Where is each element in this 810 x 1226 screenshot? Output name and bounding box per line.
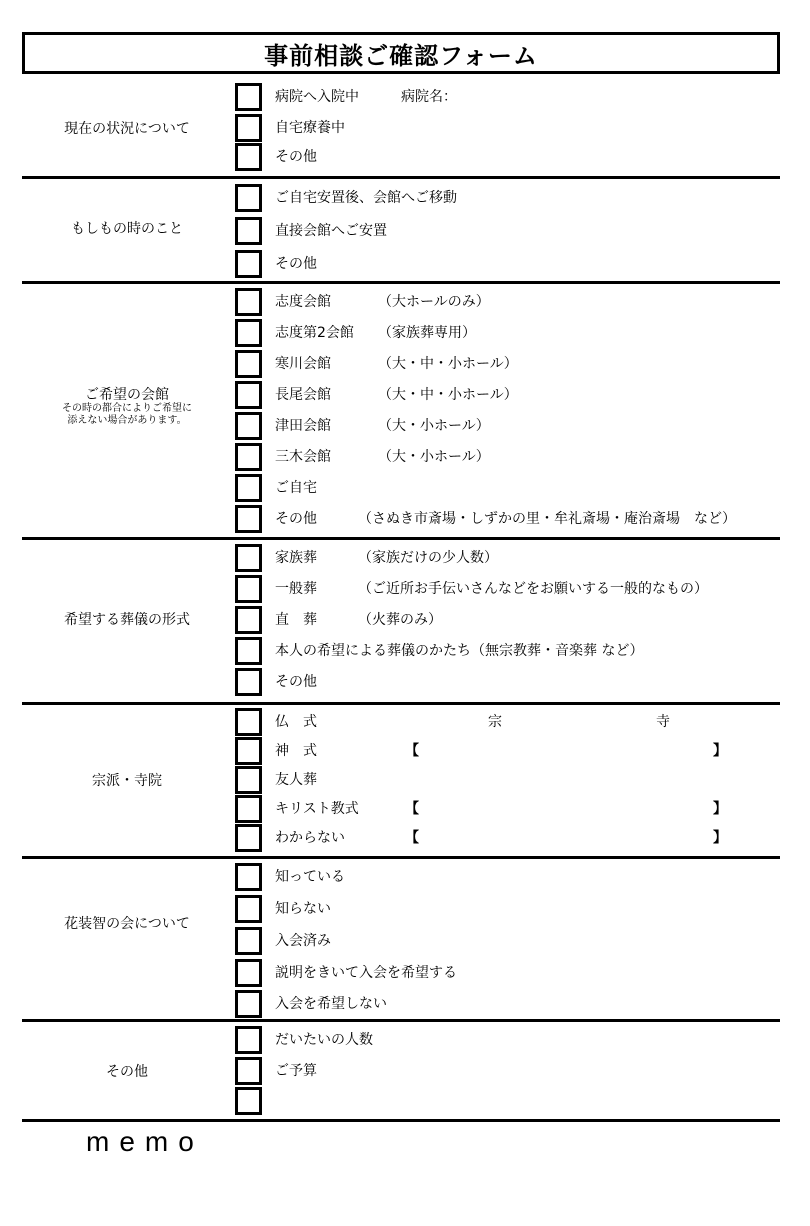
section-label: 希望する葬儀の形式	[64, 612, 190, 628]
checkbox-general-funeral[interactable]	[235, 575, 262, 603]
checkbox-other[interactable]	[235, 250, 262, 278]
option-label: 志度第2会館	[275, 325, 354, 341]
divider	[22, 281, 780, 284]
option-row	[235, 766, 780, 794]
checkbox-miki-hall[interactable]	[235, 443, 262, 471]
option-row	[235, 708, 780, 736]
option-label: 説明をきいて入会を希望する	[275, 965, 457, 981]
option-row	[235, 217, 780, 245]
option-label: 一般葬	[275, 581, 317, 597]
divider	[22, 176, 780, 179]
checkbox-no-join[interactable]	[235, 990, 262, 1018]
checkbox-budget[interactable]	[235, 1057, 262, 1085]
checkbox-hospitalized[interactable]	[235, 83, 262, 111]
option-note: （大・中・小ホール）	[378, 356, 518, 372]
option-row	[235, 350, 780, 378]
checkbox-other[interactable]	[235, 668, 262, 696]
option-label: 直接会館へご安置	[275, 223, 387, 239]
section-funeral-type	[22, 541, 780, 701]
option-label: だいたいの人数	[275, 1032, 373, 1048]
option-label: その他	[275, 674, 317, 690]
option-row	[235, 1057, 780, 1085]
option-label: 直 葬	[275, 612, 317, 628]
option-label: 仏 式	[275, 714, 317, 730]
option-row	[235, 83, 780, 111]
option-row	[235, 668, 780, 696]
option-row	[235, 575, 780, 603]
section-label: 現在の状況について	[64, 121, 190, 137]
option-label: その他	[275, 511, 317, 527]
option-row	[235, 1026, 780, 1054]
checkbox-tsuda-hall[interactable]	[235, 412, 262, 440]
option-row	[235, 319, 780, 347]
option-label: 本人の希望による葬儀のかたち（無宗教葬・音楽葬 など）	[275, 643, 644, 659]
section-label-main: ご希望の会館	[85, 387, 169, 403]
divider	[22, 856, 780, 859]
checkbox-unknown[interactable]	[235, 824, 262, 852]
bracket-close: 】	[713, 801, 727, 817]
option-label: 家族葬	[275, 550, 317, 566]
divider	[22, 1119, 780, 1122]
bracket-close: 】	[713, 743, 727, 759]
option-note: （ご近所お手伝いさんなどをお願いする一般的なもの）	[358, 581, 708, 597]
option-label: 自宅療養中	[275, 120, 345, 136]
checkbox-other[interactable]	[235, 143, 262, 171]
section-hall-preference	[22, 285, 780, 537]
bracket-open: 【	[405, 743, 419, 759]
option-label: 入会を希望しない	[275, 996, 387, 1012]
checkbox-already-member[interactable]	[235, 927, 262, 955]
checkbox-nagao-hall[interactable]	[235, 381, 262, 409]
option-row	[235, 737, 780, 765]
option-label: 志度会館	[275, 294, 331, 310]
section-sublabel: その時の都合によりご希望に	[62, 403, 192, 414]
option-label: 友人葬	[275, 772, 317, 788]
option-row	[235, 143, 780, 171]
section-religion	[22, 706, 780, 856]
option-label: 知っている	[275, 869, 345, 885]
checkbox-home-care[interactable]	[235, 114, 262, 142]
checkbox-buddhist[interactable]	[235, 708, 262, 736]
option-note: （大・小ホール）	[378, 418, 490, 434]
option-note: （家族だけの少人数）	[358, 550, 498, 566]
option-label: その他	[275, 149, 317, 165]
option-row	[235, 990, 780, 1018]
section-label: その他	[106, 1064, 148, 1080]
hospital-name-label: 病院名：	[401, 89, 457, 105]
sect-field-label: 宗	[488, 714, 502, 730]
option-label: 神 式	[275, 743, 317, 759]
checkbox-home-then-hall[interactable]	[235, 184, 262, 212]
option-label: 長尾会館	[275, 387, 331, 403]
option-row	[235, 959, 780, 987]
option-note: （家族葬専用）	[378, 325, 476, 341]
section-membership	[22, 860, 780, 1018]
option-label: 病院へ入院中	[275, 89, 359, 105]
option-label: わからない	[275, 830, 345, 846]
option-label: ご自宅安置後、会館へご移動	[275, 190, 457, 206]
checkbox-christian[interactable]	[235, 795, 262, 823]
checkbox-samukawa-hall[interactable]	[235, 350, 262, 378]
option-row	[235, 606, 780, 634]
option-note: （大・小ホール）	[378, 449, 490, 465]
option-row	[235, 505, 780, 533]
checkbox-direct-hall[interactable]	[235, 217, 262, 245]
option-row	[235, 895, 780, 923]
option-row	[235, 474, 780, 502]
option-row	[235, 288, 780, 316]
section-emergency	[22, 180, 780, 280]
option-label: 寒川会館	[275, 356, 331, 372]
section-label: 宗派・寺院	[92, 773, 162, 789]
option-note: （大ホールのみ）	[378, 294, 490, 310]
checkbox-wish-to-join[interactable]	[235, 959, 262, 987]
option-row	[235, 637, 780, 665]
option-row	[235, 544, 780, 572]
divider	[22, 1019, 780, 1022]
bracket-close: 】	[713, 830, 727, 846]
checkbox-shido-hall[interactable]	[235, 288, 262, 316]
option-label: ご自宅	[275, 480, 317, 496]
checkbox-dont-know[interactable]	[235, 895, 262, 923]
section-label	[22, 387, 232, 427]
bracket-open: 【	[405, 801, 419, 817]
memo-label: memo	[86, 1126, 204, 1157]
checkbox-shido-2nd-hall[interactable]	[235, 319, 262, 347]
option-row	[235, 184, 780, 212]
checkbox-blank[interactable]	[235, 1087, 262, 1115]
option-row	[235, 927, 780, 955]
option-note: （大・中・小ホール）	[378, 387, 518, 403]
option-row	[235, 824, 780, 852]
option-label: 知らない	[275, 901, 331, 917]
option-row	[235, 250, 780, 278]
bracket-open: 【	[405, 830, 419, 846]
checkbox-friend-funeral[interactable]	[235, 766, 262, 794]
checkbox-family-funeral[interactable]	[235, 544, 262, 572]
checkbox-custom-funeral[interactable]	[235, 637, 262, 665]
divider	[22, 537, 780, 540]
option-note: （火葬のみ）	[358, 612, 442, 628]
option-note: （さぬき市斎場・しずかの里・牟礼斎場・庵治斎場 など）	[358, 511, 736, 527]
checkbox-know[interactable]	[235, 863, 262, 891]
checkbox-home[interactable]	[235, 474, 262, 502]
checkbox-other[interactable]	[235, 505, 262, 533]
divider	[22, 702, 780, 705]
option-row	[235, 443, 780, 471]
option-row	[235, 1087, 780, 1115]
option-row	[235, 412, 780, 440]
section-label: 花装智の会について	[64, 916, 190, 932]
option-label: 三木会館	[275, 449, 331, 465]
option-label: キリスト教式	[275, 801, 359, 817]
checkbox-direct-cremation[interactable]	[235, 606, 262, 634]
option-label: その他	[275, 256, 317, 272]
option-row	[235, 795, 780, 823]
option-row	[235, 381, 780, 409]
section-label: もしもの時のこと	[71, 221, 183, 237]
section-other	[22, 1023, 780, 1119]
form-title: 事前相談ご確認フォーム	[22, 32, 780, 74]
option-label: 津田会館	[275, 418, 331, 434]
checkbox-attendee-count[interactable]	[235, 1026, 262, 1054]
temple-field-label: 寺	[656, 714, 670, 730]
option-row	[235, 863, 780, 891]
checkbox-shinto[interactable]	[235, 737, 262, 765]
option-row	[235, 114, 780, 142]
option-label: ご予算	[275, 1063, 317, 1079]
section-current-status	[22, 82, 780, 177]
section-sublabel: 添えない場合があります。	[67, 415, 187, 426]
option-label: 入会済み	[275, 933, 331, 949]
